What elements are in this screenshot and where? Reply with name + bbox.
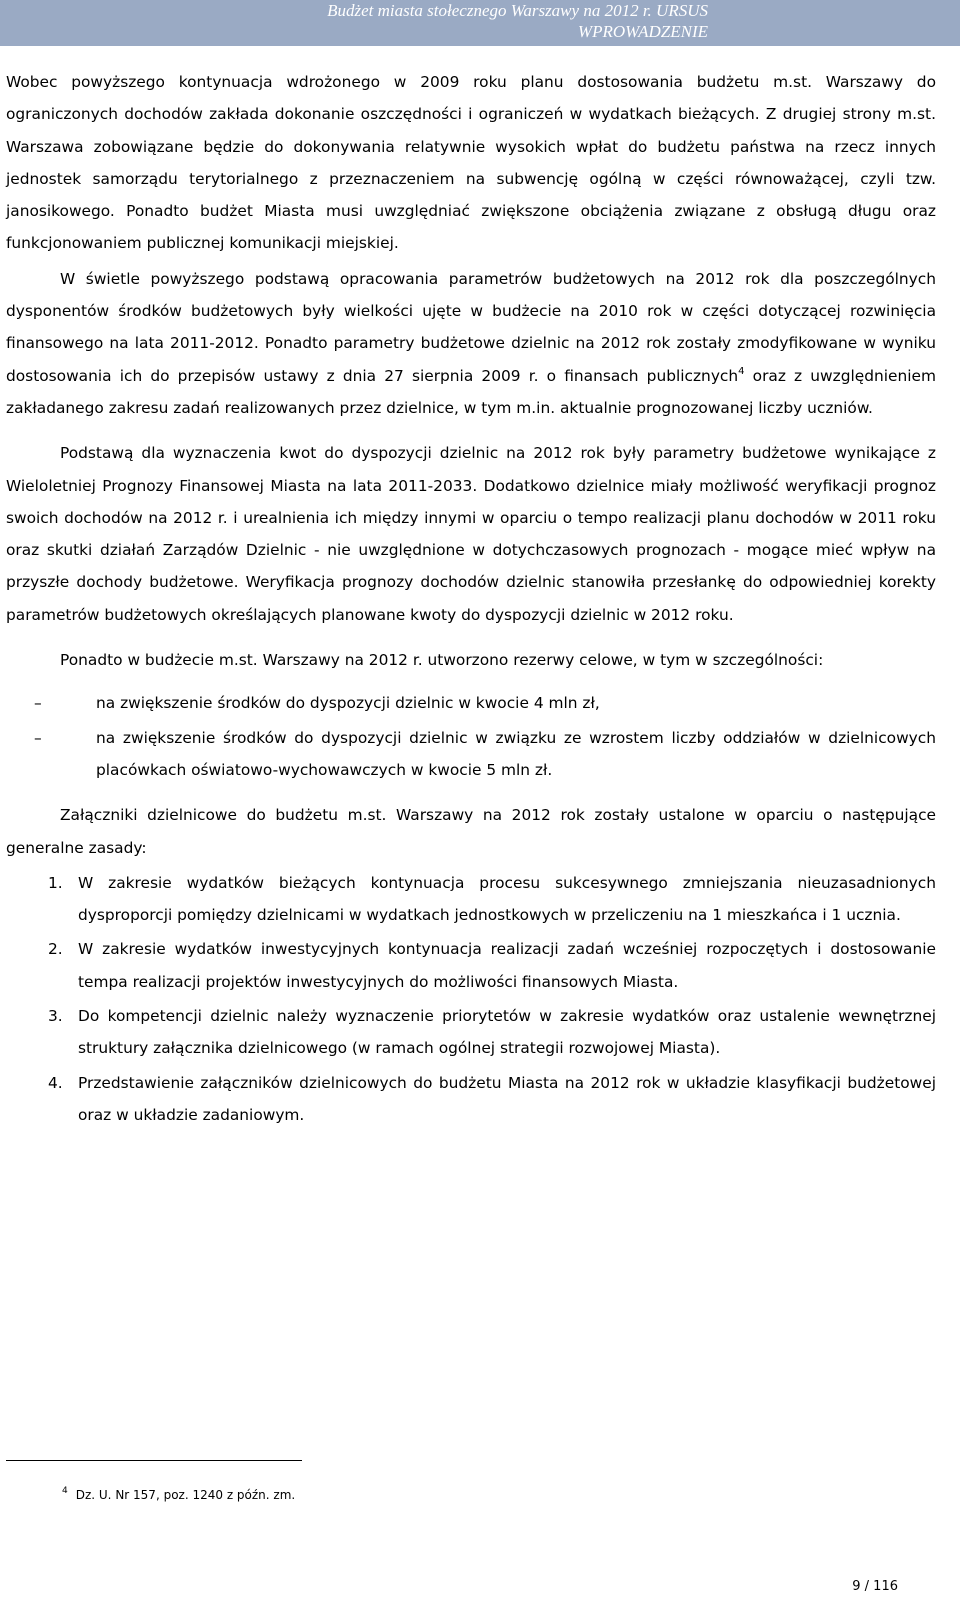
paragraph-3: Podstawą dla wyznaczenia kwot do dyspozycji dzielnic na 2012 rok były parametry budżetowe wynikające z Wieloletniej Prognozy Finansowej Miasta na lata 2011-2033. Dodatkowo dzielnice miały możliwość weryfikacji prognoz swoich dochodów na 2012 r. i urealnienia ich między innymi w oparciu o tempo realizacji planu dochodów w 2011 roku oraz skutki działań Zarządów Dzielnic - nie uwzględnione w dotychczasowych prognozach - mogące mieć wpływ na przyszłe dochody budżetowe. Weryfikacja prognozy dochodów dzielnic stanowiła przesłankę do odpowiedniej korekty parametrów budżetowych określających planowane kwoty do dyspozycji dzielnic w 2012 roku.: [6, 444, 936, 624]
footnote: [62, 1488, 295, 1502]
dash-list: [6, 687, 936, 786]
list-item: [6, 933, 936, 998]
list-item: [6, 687, 936, 719]
list-item-text: Do kompetencji dzielnic należy wyznaczenie priorytetów w zakresie wydatków oraz ustalenie wewnętrznej struktury załącznika dzielnicowego (w ramach ogólnej strategii rozwojowej Miasta).: [78, 1007, 936, 1058]
list-number: 2.: [48, 940, 63, 959]
dash-marker: –: [34, 694, 42, 713]
paragraph-2: [6, 263, 936, 424]
list-item-text: W zakresie wydatków inwestycyjnych kontynuacja realizacji zadań wcześniej rozpoczętych i dostosowanie tempa realizacji projektów inwestycyjnych do możliwości finansowych Miasta.: [78, 940, 936, 991]
document-body: [6, 66, 936, 1133]
header-title: Budżet miasta stołecznego Warszawy na 2012 r. URSUS: [327, 1, 708, 20]
paragraph-2-text: W świetle powyższego podstawą opracowania parametrów budżetowych na 2012 rok dla poszczególnych dysponentów środków budżetowych były wielkości ujęte w budżecie na 2010 rok w części dotyczącej rozwinięcia finansowego na lata 2011-2012. Ponadto parametry budżetowe dzielnic na 2012 rok zostały zmodyfikowane w wyniku dostosowania ich do przepisów ustawy z dnia 27 sierpnia 2009 r. o finansach publicznych: [6, 269, 936, 385]
dash-marker: –: [34, 728, 42, 747]
footnote-reference: 4: [738, 365, 745, 377]
paragraph-2-text-cont: oraz z uwzględnieniem zakładanego zakresu zadań realizowanych przez dzielnice, w tym m.in. aktualnie prognozowanej liczby uczniów.: [6, 366, 936, 417]
list-item-text: na zwiększenie środków do dyspozycji dzielnic w związku ze wzrostem liczby oddziałów w dzielnicowych placówkach oświatowo-wychowawczych w kwocie 5 mln zł.: [96, 728, 936, 779]
list-item-text: W zakresie wydatków bieżących kontynuacja procesu sukcesywnego zmniejszania nieuzasadnionych dysproporcji pomiędzy dzielnicami w wydatkach jednostkowych w przeliczeniu na 1 mieszkańca i 1 ucznia.: [78, 873, 936, 925]
paragraph-5: Załączniki dzielnicowe do budżetu m.st. Warszawy na 2012 rok zostały ustalone w oparciu o następujące generalne zasady:: [6, 806, 936, 857]
list-number: 4.: [48, 1073, 63, 1092]
list-item: [6, 722, 936, 787]
list-item-text: na zwiększenie środków do dyspozycji dzielnic w kwocie 4 mln zł,: [96, 694, 600, 713]
paragraph-4: Ponadto w budżecie m.st. Warszawy na 2012 r. utworzono rezerwy celowe, w tym w szczególności:: [60, 651, 824, 670]
list-item: [6, 1000, 936, 1065]
list-number: 1.: [48, 873, 63, 892]
footnote-marker: 4: [62, 1486, 68, 1496]
numbered-list: [6, 867, 936, 1131]
header-subtitle: WPROWADZENIE: [577, 22, 708, 41]
page-number: 9 / 116: [852, 1579, 898, 1594]
paragraph-1: Wobec powyższego kontynuacja wdrożonego w 2009 roku planu dostosowania budżetu m.st. Warszawy do ograniczonych dochodów zakłada dokonanie oszczędności i ograniczeń w wydatkach bieżących. Z drugiej strony m.st. Warszawa zobowiązane będzie do dokonywania relatywnie wysokich wpłat do budżetu państwa na rzecz innych jednostek samorządu terytorialnego z przeznaczeniem na subwencję ogólną w części równoważącej, czyli tzw. janosikowego. Ponadto budżet Miasta musi uwzględniać zwiększone obciążenia związane z obsługą długu oraz funkcjonowaniem publicznej komunikacji miejskiej.: [6, 73, 936, 253]
list-item: [6, 1067, 936, 1132]
list-number: 3.: [48, 1007, 63, 1026]
list-item-text: Przedstawienie załączników dzielnicowych do budżetu Miasta na 2012 rok w układzie klasyfikacji budżetowej oraz w układzie zadaniowym.: [78, 1073, 936, 1124]
list-item: [6, 867, 936, 932]
page-header: [0, 0, 960, 46]
footnote-text: Dz. U. Nr 157, poz. 1240 z późn. zm.: [75, 1488, 296, 1502]
footnote-divider: [6, 1460, 302, 1461]
